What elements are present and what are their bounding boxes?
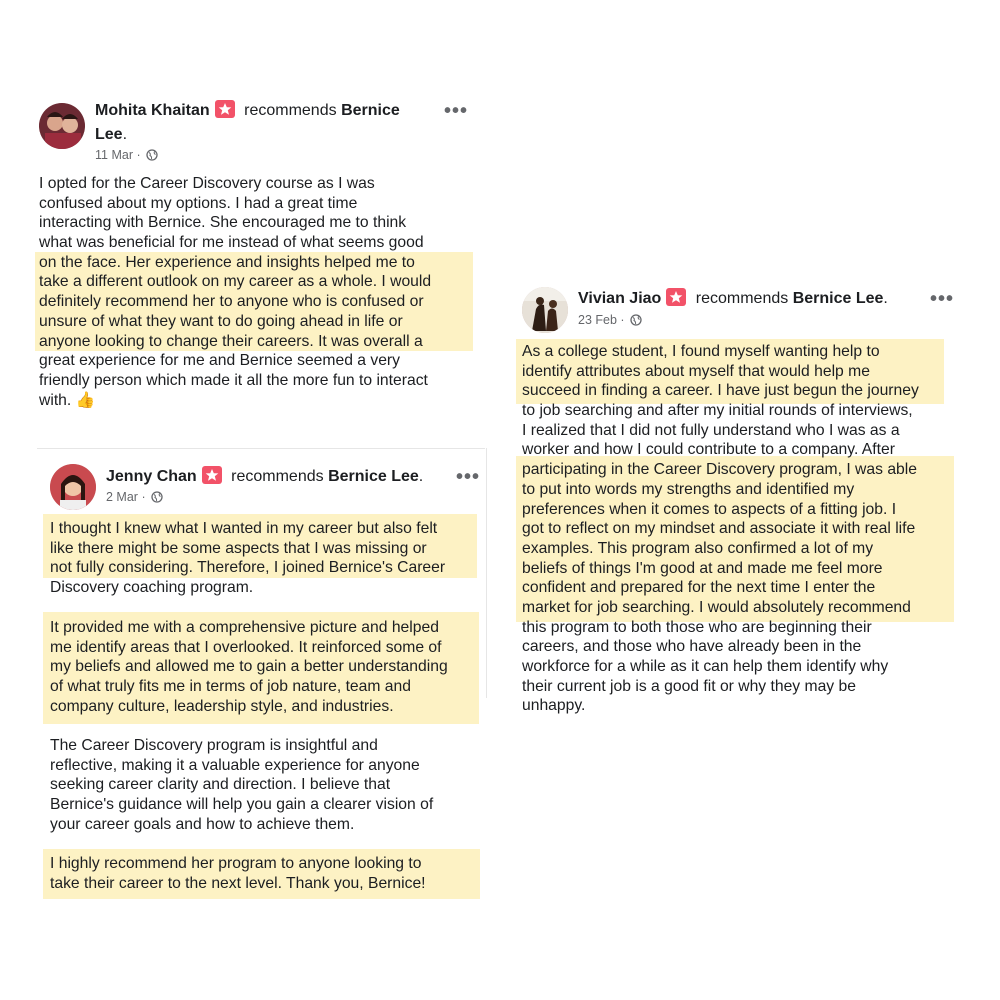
- body-line: to put into words my strengths and identified my: [522, 480, 855, 498]
- body-line: like there might be some aspects that I was missing or: [50, 539, 427, 557]
- author-name[interactable]: Mohita Khaitan: [95, 102, 210, 119]
- post-vivian: [500, 0, 1000, 1000]
- body-line: what was beneficial for me instead of what seems good: [39, 234, 424, 252]
- body-line: I thought I knew what I wanted in my career but also felt: [50, 520, 438, 537]
- post-date[interactable]: 23 Feb: [578, 313, 617, 327]
- body-line: market for job searching. I would absolutely recommend: [522, 598, 911, 616]
- body-line: It provided me with a comprehensive picture and helped: [50, 619, 439, 636]
- body-line: great experience for me and Bernice seemed a very: [39, 352, 401, 370]
- body-line: interacting with Bernice. She encouraged me to think: [39, 214, 407, 232]
- recommend-star-icon: [666, 288, 686, 306]
- meta-separator: ·: [141, 490, 146, 504]
- recommended-person[interactable]: Bernice Lee: [328, 468, 419, 485]
- period: .: [122, 126, 128, 143]
- body-line: their current job is a good fit or why they may be: [522, 677, 856, 695]
- body-line: succeed in finding a career. I have just begun the journey: [522, 382, 919, 400]
- body-line: friendly person which made it all the more fun to interact: [39, 371, 428, 389]
- body-line: preferences when it comes to aspects of a fitting job. I: [522, 500, 897, 518]
- body-line: workforce for a while as it can help them identify why: [522, 658, 889, 675]
- post-body-paragraph-2: [50, 618, 448, 716]
- avatar-jenny[interactable]: [50, 464, 96, 510]
- post-meta: [106, 490, 163, 506]
- body-line: identify attributes about myself that would help me: [522, 362, 870, 380]
- body-line: I highly recommend her program to anyone looking to: [50, 855, 422, 872]
- thumbs-up-emoji: 👍: [75, 391, 96, 409]
- author-name[interactable]: Vivian Jiao: [578, 290, 662, 307]
- body-line: examples. This program also confirmed a lot of my: [522, 539, 874, 557]
- body-line: anyone looking to change their careers. It was overall a: [39, 332, 423, 350]
- body-line: take their career to the next level. Thank you, Bernice!: [50, 874, 426, 892]
- body-line: take a different outlook on my career as a whole. I would: [39, 273, 432, 291]
- body-line: Discovery coaching program.: [50, 579, 254, 597]
- post-date[interactable]: 11 Mar: [95, 148, 133, 162]
- body-line: this program to both those who are beginning their: [522, 618, 872, 636]
- body-line: participating in the Career Discovery program, I was able: [522, 461, 917, 479]
- meta-separator: ·: [620, 313, 625, 327]
- globe-icon: [151, 491, 163, 506]
- post-body-paragraph-1: [50, 519, 445, 598]
- body-line: unsure of what they want to do going ahead in life or: [39, 312, 403, 330]
- recommended-person[interactable]: Bernice: [341, 102, 400, 119]
- post-header: [106, 466, 423, 488]
- body-line: I opted for the Career Discovery course as I was: [39, 175, 375, 192]
- body-line: company culture, leadership style, and industries.: [50, 697, 394, 715]
- post-date[interactable]: 2 Mar: [106, 490, 138, 504]
- recommends-text: recommends: [695, 290, 789, 307]
- recommends-text: recommends: [244, 102, 337, 119]
- post-body-paragraph-3: [50, 736, 433, 834]
- body-line: Bernice's guidance will help you gain a clearer vision of: [50, 796, 434, 814]
- more-options-icon[interactable]: •••: [444, 100, 469, 122]
- recommended-person-lastname[interactable]: Lee: [95, 126, 123, 143]
- recommended-person[interactable]: Bernice Lee: [792, 290, 884, 307]
- body-line: seeking career clarity and direction. I believe that: [50, 776, 391, 794]
- recommends-text: recommends: [231, 468, 324, 485]
- post-body-paragraph-4: [50, 854, 426, 893]
- body-line: careers, and those who have already been in the: [522, 638, 862, 656]
- period: .: [418, 468, 424, 485]
- body-line: confused about my options. I had a great time: [39, 194, 358, 212]
- body-line: confident and prepared for the next time I enter the: [522, 579, 876, 597]
- author-name[interactable]: Jenny Chan: [106, 468, 197, 485]
- period: .: [883, 290, 888, 307]
- post-header: [578, 288, 888, 310]
- body-line: of what truly fits me in terms of job nature, team and: [50, 678, 411, 696]
- body-line: worker and how I could contribute to a company. After: [522, 441, 895, 459]
- body-line: my beliefs and allowed me to gain a better understanding: [50, 658, 448, 676]
- body-line: to job searching and after my initial rounds of interviews,: [522, 402, 913, 420]
- body-line: I realized that I did not fully understand who I was as a: [522, 421, 900, 439]
- body-line: me identify areas that I overlooked. It reinforced some of: [50, 638, 442, 656]
- body-line: your career goals and how to achieve them.: [50, 815, 355, 833]
- post-meta: [578, 313, 642, 329]
- post-jenny: [0, 0, 490, 1000]
- body-line: The Career Discovery program is insightful and: [50, 737, 378, 754]
- globe-icon: [630, 314, 642, 329]
- body-line: beliefs of things I'm good at and made me feel more: [522, 559, 883, 577]
- body-line-end: with.: [39, 391, 72, 409]
- body-line: got to reflect on my mindset and associate it with real life: [522, 520, 916, 538]
- body-line: unhappy.: [522, 697, 586, 715]
- post-body: [522, 342, 919, 716]
- more-options-icon[interactable]: •••: [456, 466, 481, 488]
- recommend-star-icon: [202, 466, 222, 484]
- body-line: on the face. Her experience and insights helped me to: [39, 253, 415, 271]
- meta-separator: ·: [136, 148, 141, 162]
- body-line: not fully considering. Therefore, I joined Bernice's Career: [50, 559, 446, 577]
- avatar-vivian[interactable]: [522, 287, 568, 333]
- body-line: definitely recommend her to anyone who is confused or: [39, 293, 424, 311]
- body-line: reflective, making it a valuable experience for anyone: [50, 756, 420, 774]
- more-options-icon[interactable]: •••: [930, 288, 955, 310]
- body-line: As a college student, I found myself wanting help to: [522, 343, 880, 360]
